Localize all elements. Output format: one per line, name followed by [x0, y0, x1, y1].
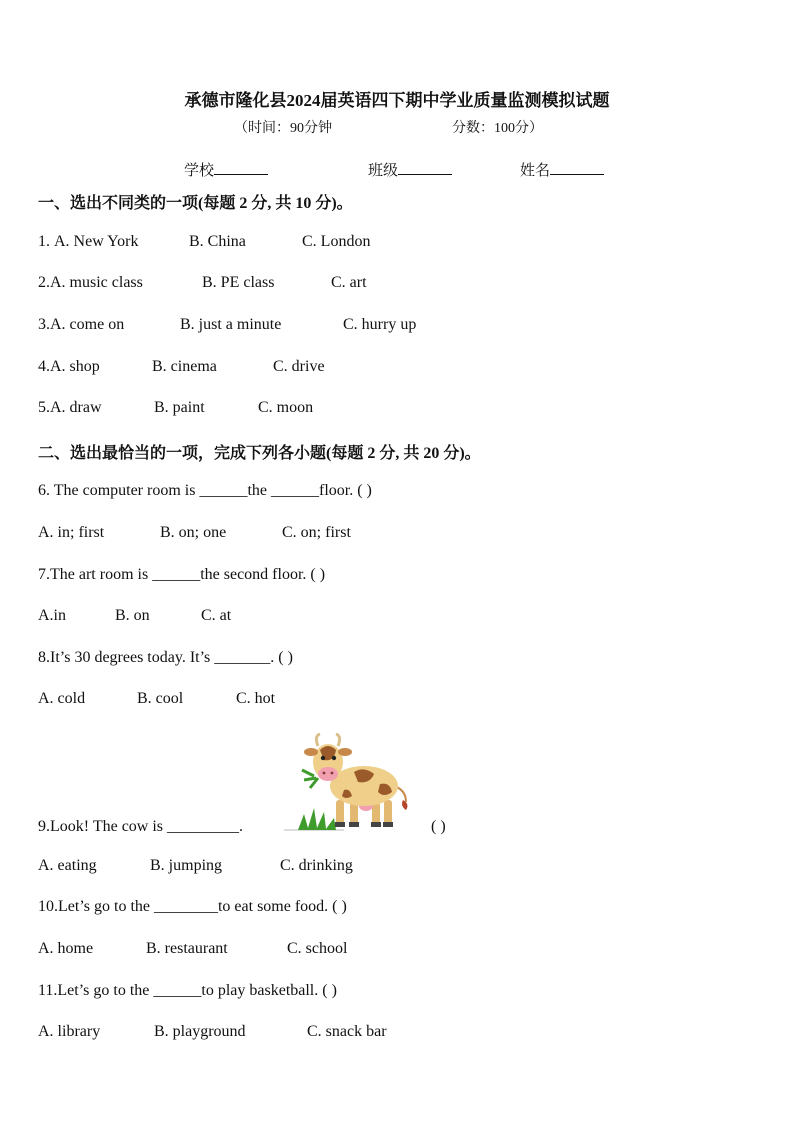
question-number: 4.	[38, 358, 50, 375]
option-b: B. on	[115, 607, 150, 624]
option-c: C. art	[331, 274, 367, 291]
question-9-bracket: ( )	[431, 818, 446, 835]
option-c: C. drinking	[280, 857, 353, 874]
question-7-stem: 7.The art room is ______the second floor. ( )	[38, 566, 326, 583]
option-b: B. cinema	[152, 358, 217, 375]
name-blank[interactable]	[550, 160, 604, 175]
question-4	[38, 358, 325, 376]
option-c: C. on; first	[282, 524, 351, 541]
section2-heading: 二、选出最恰当的一项，完成下列各小题(每题 2 分, 共 20 分)。	[38, 445, 481, 462]
option-a: A. come on	[50, 316, 125, 333]
question-10-stem: 10.Let’s go to the ________to eat some food. ( )	[38, 898, 347, 915]
option-a: A. library	[38, 1023, 101, 1040]
class-field	[368, 159, 452, 180]
question-7-options	[38, 607, 231, 625]
option-b: B. paint	[154, 399, 205, 416]
option-c: C. snack bar	[307, 1023, 387, 1040]
option-c: C. school	[287, 940, 348, 957]
name-label: 姓名	[520, 163, 551, 179]
question-11-options	[38, 1023, 387, 1041]
option-a: A.in	[38, 607, 66, 624]
option-a: A. draw	[50, 399, 102, 416]
question-9-stem: 9.Look! The cow is _________.	[38, 818, 244, 835]
page-title: 承德市隆化县2024届英语四下期中学业质量监测模拟试题	[184, 91, 610, 110]
question-5	[38, 399, 313, 417]
option-b: B. cool	[137, 690, 184, 707]
score-label: 分数：100分）	[452, 121, 543, 136]
option-b: B. jumping	[150, 857, 223, 874]
option-a: A. cold	[38, 690, 86, 707]
question-number: 5.	[38, 399, 50, 416]
option-c: C. drive	[273, 358, 325, 375]
question-2	[38, 274, 367, 292]
question-6-stem: 6. The computer room is ______the ______floor. ( )	[38, 482, 372, 499]
option-a: A. home	[38, 940, 94, 957]
question-number: 1.	[38, 233, 54, 250]
option-c: C. London	[302, 233, 371, 250]
question-1	[38, 233, 370, 251]
option-a: A. eating	[38, 857, 97, 874]
option-b: B. restaurant	[146, 940, 228, 957]
school-field	[184, 159, 268, 180]
question-8-stem: 8.It’s 30 degrees today. It’s _______. ( )	[38, 649, 293, 666]
option-c: C. at	[201, 607, 232, 624]
option-b: B. playground	[154, 1023, 246, 1040]
option-b: B. on; one	[160, 524, 227, 541]
option-c: C. hot	[236, 690, 276, 707]
school-label: 学校	[184, 163, 215, 179]
question-6-options	[38, 524, 351, 542]
question-11-stem: 11.Let’s go to the ______to play basketball. ( )	[38, 982, 337, 999]
option-c: C. moon	[258, 399, 314, 416]
question-number: 3.	[38, 316, 50, 333]
option-c: C. hurry up	[343, 316, 417, 333]
cow-icon	[284, 728, 418, 834]
section1-heading: 一、选出不同类的一项(每题 2 分, 共 10 分)。	[38, 195, 353, 212]
option-a: A. in; first	[38, 524, 105, 541]
option-a: A. shop	[50, 358, 100, 375]
question-number: 2.	[38, 274, 50, 291]
question-9-options	[38, 857, 353, 875]
class-label: 班级	[368, 163, 399, 179]
option-b: B. PE class	[202, 274, 275, 291]
option-a: A. music class	[50, 274, 143, 291]
question-10-options	[38, 940, 347, 958]
time-label: （时间：90分钟	[234, 121, 332, 136]
question-3	[38, 316, 416, 334]
name-field	[520, 159, 604, 180]
option-b: B. China	[189, 233, 246, 250]
school-blank[interactable]	[214, 160, 268, 175]
option-b: B. just a minute	[180, 316, 282, 333]
class-blank[interactable]	[398, 160, 452, 175]
question-8-options	[38, 690, 275, 708]
option-a: A. New York	[54, 233, 139, 250]
